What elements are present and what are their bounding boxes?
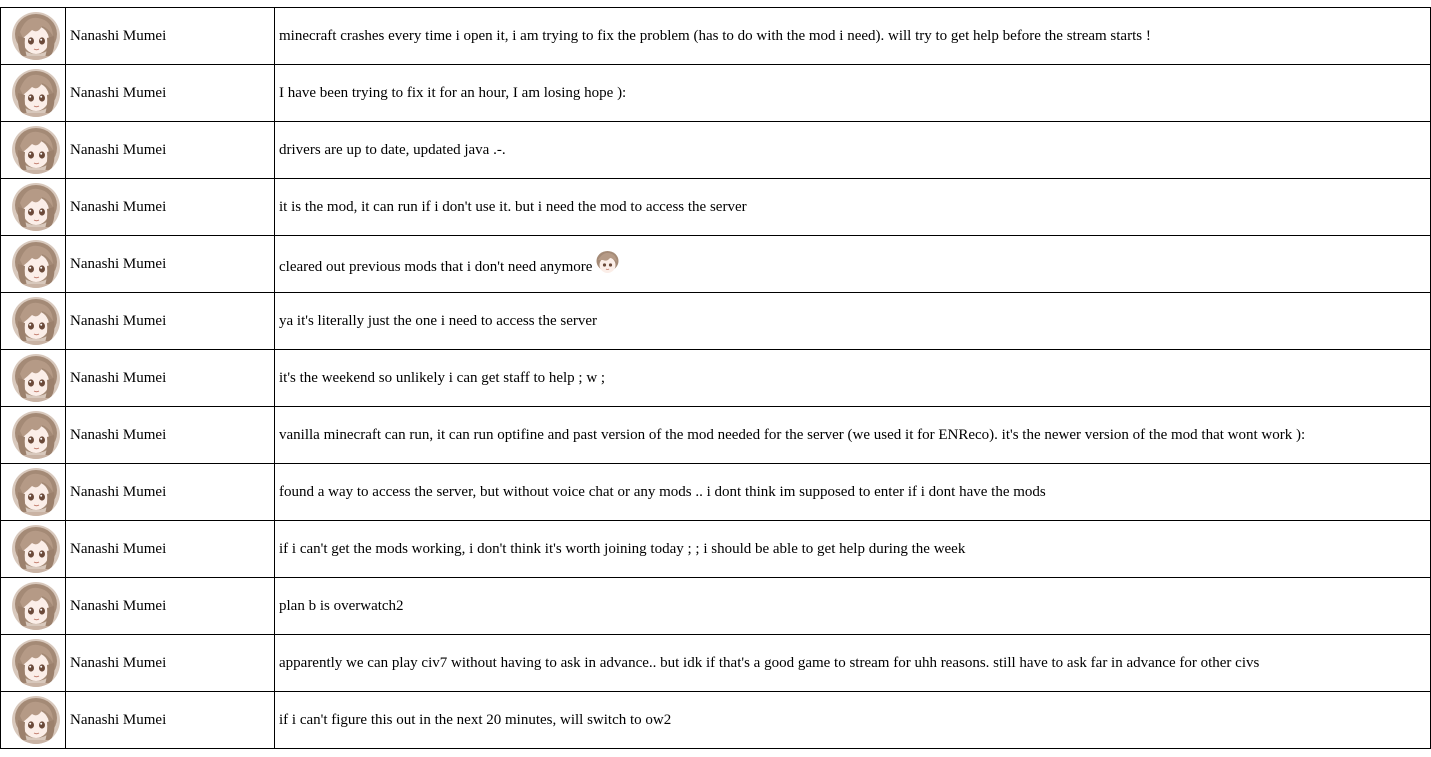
avatar-cell <box>0 350 65 406</box>
message-text: I have been trying to fix it for an hour, I am losing hope ): <box>279 85 627 101</box>
author-name[interactable]: Nanashi Mumei <box>70 484 167 500</box>
avatar-cell <box>0 179 65 235</box>
mumei-avatar-icon[interactable] <box>12 411 60 459</box>
avatar-cell <box>0 578 65 634</box>
author-name-cell <box>65 692 275 748</box>
avatar-cell <box>0 407 65 463</box>
author-name-cell <box>65 65 275 121</box>
mumei-avatar-icon[interactable] <box>12 12 60 60</box>
author-name[interactable]: Nanashi Mumei <box>70 199 167 215</box>
message-text-cell <box>274 293 1431 349</box>
chat-message-row <box>0 122 1431 179</box>
message-text-cell <box>274 65 1431 121</box>
message-text: if i can't get the mods working, i don't think it's worth joining today ; ; i should be able to get help during the week <box>279 541 966 557</box>
chat-message-row <box>0 350 1431 407</box>
message-text-cell <box>274 122 1431 178</box>
author-name[interactable]: Nanashi Mumei <box>70 256 167 272</box>
mumei-avatar-icon[interactable] <box>12 183 60 231</box>
message-text: it's the weekend so unlikely i can get staff to help ; w ; <box>279 370 606 386</box>
author-name[interactable]: Nanashi Mumei <box>70 541 167 557</box>
message-text: ya it's literally just the one i need to access the server <box>279 313 598 329</box>
message-text-cell <box>274 350 1431 406</box>
message-text-cell <box>274 692 1431 748</box>
author-name-cell <box>65 293 275 349</box>
author-name[interactable]: Nanashi Mumei <box>70 313 167 329</box>
message-text: if i can't figure this out in the next 20 minutes, will switch to ow2 <box>279 712 672 728</box>
message-text: found a way to access the server, but without voice chat or any mods .. i dont think im supposed to enter if i dont have the mods <box>279 484 1046 500</box>
chat-message-row <box>0 464 1431 521</box>
author-name-cell <box>65 122 275 178</box>
avatar-cell <box>0 65 65 121</box>
chat-message-row <box>0 635 1431 692</box>
avatar-cell <box>0 635 65 691</box>
avatar-cell <box>0 122 65 178</box>
avatar-cell <box>0 8 65 64</box>
mumei-avatar-icon[interactable] <box>12 525 60 573</box>
author-name[interactable]: Nanashi Mumei <box>70 85 167 101</box>
author-name-cell <box>65 8 275 64</box>
mumei-avatar-icon[interactable] <box>12 582 60 630</box>
chat-message-row <box>0 179 1431 236</box>
message-text-cell <box>274 521 1431 577</box>
chat-message-row <box>0 8 1431 65</box>
author-name-cell <box>65 407 275 463</box>
mumei-avatar-icon[interactable] <box>12 297 60 345</box>
author-name-cell <box>65 521 275 577</box>
author-name[interactable]: Nanashi Mumei <box>70 598 167 614</box>
chat-message-row <box>0 578 1431 635</box>
mumei-avatar-icon[interactable] <box>12 240 60 288</box>
message-text-cell <box>274 236 1431 292</box>
author-name-cell <box>65 635 275 691</box>
author-name-cell <box>65 179 275 235</box>
chat-message-row <box>0 692 1431 749</box>
author-name-cell <box>65 578 275 634</box>
avatar-cell <box>0 293 65 349</box>
author-name[interactable]: Nanashi Mumei <box>70 370 167 386</box>
author-name[interactable]: Nanashi Mumei <box>70 142 167 158</box>
message-text: minecraft crashes every time i open it, i am trying to fix the problem (has to do with the mod i need). will try to get help before the stream starts ! <box>279 28 1151 44</box>
chat-message-row <box>0 65 1431 122</box>
message-text: vanilla minecraft can run, it can run optifine and past version of the mod needed for the server (we used it for ENReco). it's the newer version of the mod that wont work ): <box>279 427 1306 443</box>
author-name-cell <box>65 464 275 520</box>
mumei-avatar-icon[interactable] <box>12 126 60 174</box>
chat-message-row <box>0 236 1431 293</box>
message-text-cell <box>274 179 1431 235</box>
author-name[interactable]: Nanashi Mumei <box>70 655 167 671</box>
mumei-avatar-icon[interactable] <box>12 696 60 744</box>
author-name[interactable]: Nanashi Mumei <box>70 28 167 44</box>
chat-log-table <box>0 7 1431 749</box>
message-text-cell <box>274 407 1431 463</box>
message-text: apparently we can play civ7 without having to ask in advance.. but idk if that's a good game to stream for uhh reasons. still have to ask far in advance for other civs <box>279 655 1260 671</box>
chibi-emote-icon <box>595 243 620 268</box>
avatar-cell <box>0 521 65 577</box>
message-text: drivers are up to date, updated java .-. <box>279 142 506 158</box>
message-text-cell <box>274 464 1431 520</box>
author-name[interactable]: Nanashi Mumei <box>70 427 167 443</box>
avatar-cell <box>0 236 65 292</box>
chat-message-row <box>0 293 1431 350</box>
mumei-avatar-icon[interactable] <box>12 69 60 117</box>
mumei-avatar-icon[interactable] <box>12 354 60 402</box>
message-text-cell <box>274 578 1431 634</box>
author-name-cell <box>65 350 275 406</box>
chat-message-row <box>0 521 1431 578</box>
mumei-avatar-icon[interactable] <box>12 639 60 687</box>
mumei-avatar-icon[interactable] <box>12 468 60 516</box>
avatar-cell <box>0 692 65 748</box>
author-name-cell <box>65 236 275 292</box>
author-name[interactable]: Nanashi Mumei <box>70 712 167 728</box>
message-text-cell <box>274 635 1431 691</box>
message-text: plan b is overwatch2 <box>279 598 404 614</box>
avatar-cell <box>0 464 65 520</box>
message-text: it is the mod, it can run if i don't use it. but i need the mod to access the server <box>279 199 747 215</box>
message-text: cleared out previous mods that i don't need anymore <box>279 259 593 275</box>
message-text-cell <box>274 8 1431 64</box>
chat-message-row <box>0 407 1431 464</box>
